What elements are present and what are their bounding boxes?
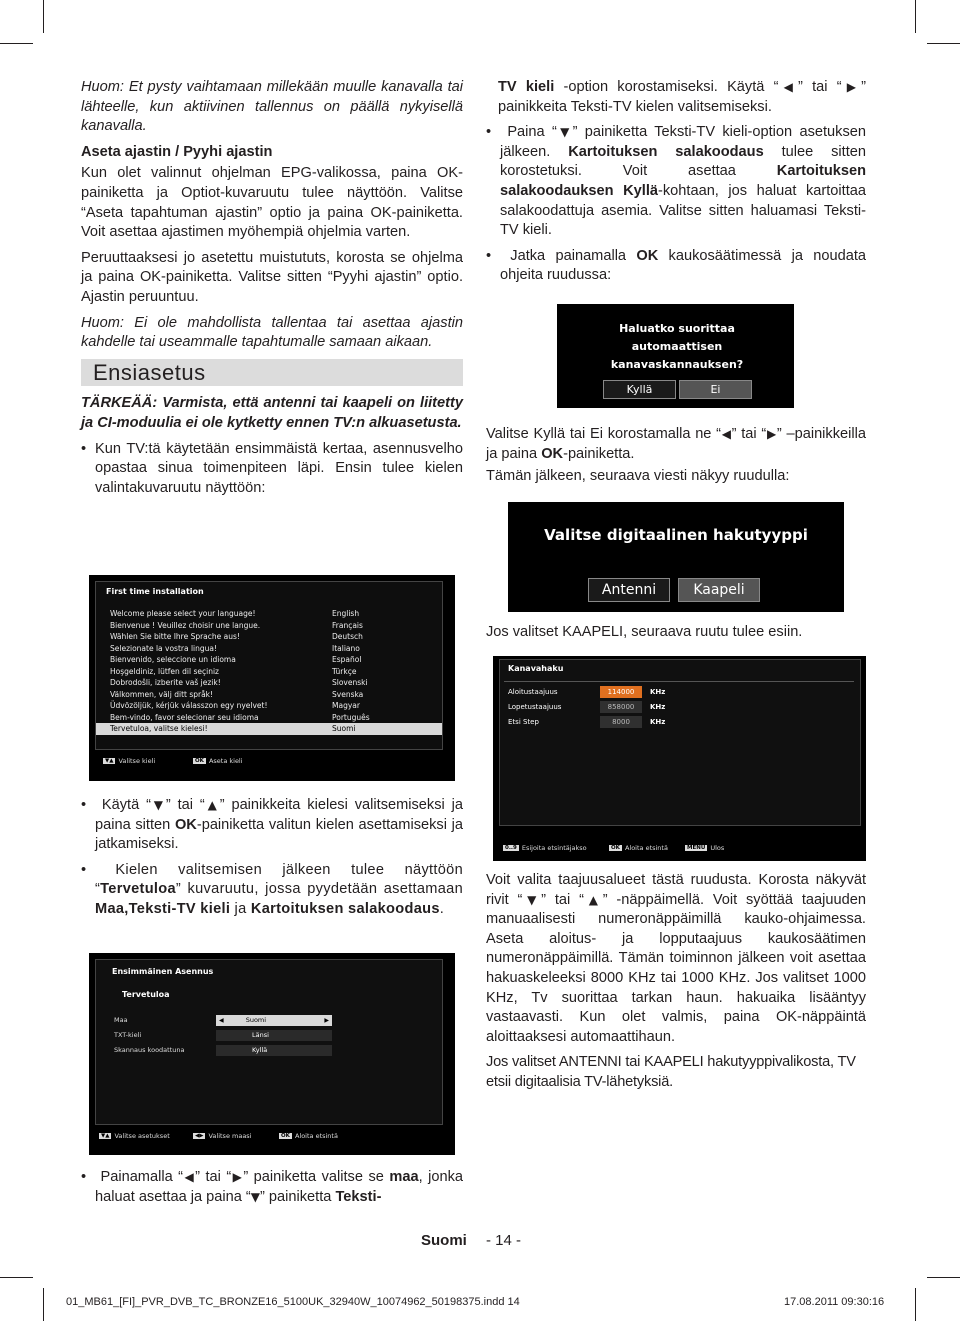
bullet-continue-ok: • Jatka painamalla OK kaukosäätimessä ja noudata ohjeita ruudussa: (486, 247, 866, 286)
language-row[interactable]: Välkommen, välj ditt språk! Svenska (110, 689, 364, 699)
dialog-question: Haluatko suorittaa automaattisen kanavaskannauksen? (610, 322, 744, 371)
screen-cable-scan (493, 656, 866, 861)
language-row-selected[interactable]: Tervetuloa, valitse kielesi! Suomi (96, 723, 442, 735)
down-arrow-icon: ▼ (150, 798, 166, 812)
yes-button[interactable]: Kyllä (603, 380, 676, 399)
cable-button[interactable]: Kaapeli (678, 578, 760, 602)
language-row[interactable]: Wählen Sie bitte Ihre Sprache aus! Deutsch (110, 632, 363, 641)
bullet-scan-encrypted: • Paina “▼” painiketta Teksti-TV kieli-option asetuksen jälkeen. Kartoituksen salakoodaus tulee sitten korostetuksi. Voit asettaa Kartoituksen salakoodauksen Kyllä-kohtaan, jos haluat kartoittaa salakoodattuja asemia. Valitse sitten haluamasi Teksti-TV kieli. (486, 123, 866, 241)
up-arrow-icon: ▲ (583, 892, 603, 907)
left-column-bottom (81, 1168, 463, 1213)
language-row[interactable]: Welcome please select your language! English (110, 609, 360, 618)
frequency-row[interactable]: Lopetustaajuus 858000 KHz (508, 703, 666, 711)
setting-label-txt: TXT-kieli (114, 1031, 142, 1039)
screen-title: Ensimmäinen Asennus (112, 967, 214, 976)
timer-heading: Aseta ajastin / Pyyhi ajastin (81, 143, 273, 160)
bullet-first-use: • Kun TV:tä käytetään ensimmäistä kertaa, asennusvelho opastaa sinua toimenpiteen läpi. Ensin tulee kielen valintakuvaruutu näyttöön: (81, 440, 463, 499)
bullet-language-keys: • Käytä “▼” tai “▲” painikkeita kielesi valitsemiseksi ja paina sitten OK-painiketta valitun kielen asettamiseksi ja jatkamiseksi. (81, 796, 463, 855)
hint-enter-range: 0..9 Esijoita etsintäjakso (505, 844, 587, 852)
greeting-list (96, 608, 442, 735)
note-recording: Huom: Et pysty vaihtamaan millekään muulle kanavalla tai lähteelle, kun aktiivinen tallennus on päällä nykyisellä kanavalla. (81, 79, 463, 135)
left-arrow-icon: ◀ (219, 1017, 224, 1024)
bullet-welcome: • Kielen valitsemisen jälkeen tulee näyttöön “Tervetuloa” kuvaruutu, jossa pyydetään asettamaan Maa,Teksti-TV kieli ja Kartoituksen salakoodaus. (81, 861, 463, 920)
screen-search-type (508, 502, 844, 612)
paragraph-next-message: Tämän jälkeen, seuraava viesti näkyy ruudulla: (486, 468, 790, 485)
number-keys-icon: 0..9 (505, 845, 517, 851)
paragraph-digital-search: Jos valitset ANTENNI tai KAAPELI hakutyyppivalikosta, TV etsii digitaalisia TV-lähetyksiä. (486, 1054, 856, 1090)
screen-subtitle: Tervetuloa (122, 990, 170, 999)
frequency-row[interactable]: Aloitustaajuus 114000 KHz (508, 688, 666, 696)
hint-set-language: OK Aseta kieli (195, 757, 243, 765)
up-down-key-icon: ▼▲ (105, 758, 114, 764)
bullet-select-country: • Painamalla “◀” tai “▶” painiketta valitse se maa, jonka haluat asettaa ja paina “▼” painiketta Teksti- (81, 1168, 463, 1207)
setting-label-country: Maa (114, 1016, 128, 1024)
left-arrow-icon: ◀ (778, 80, 799, 94)
right-column (498, 78, 866, 292)
section-title: Ensiasetus (81, 359, 463, 387)
screen-first-installation (89, 953, 455, 1155)
crop-mark (0, 1277, 33, 1278)
hint-start-search: OK Aloita etsintä (611, 844, 668, 852)
crop-mark (927, 1277, 960, 1278)
country-selector[interactable]: ◀ Suomi ▶ (216, 1015, 332, 1026)
ok-key-icon: OK (281, 1133, 290, 1139)
txt-language-selector[interactable]: Länsi (216, 1030, 332, 1041)
screen-title: First time installation (106, 587, 204, 596)
important-note: TÄRKEÄÄ: Varmista, että antenni tai kaapeli on liitetty ja CI-moduulia ei ole kytketty ennen TV:n alkuasetusta. (81, 395, 463, 431)
crop-mark (43, 1288, 44, 1321)
ok-key-icon: OK (611, 845, 620, 851)
language-row[interactable]: Bienvenido, seleccione un idioma Español (110, 655, 362, 664)
ok-key-icon: OK (195, 758, 204, 764)
right-arrow-icon: ▶ (324, 1017, 329, 1024)
print-date: 17.08.2011 09:30:16 (784, 1296, 885, 1308)
language-row[interactable]: Bem-vindo, favor selecionar seu idioma Português (110, 712, 370, 722)
screen-title: Kanavahaku (508, 664, 564, 673)
language-row[interactable]: Üdvözöljük, kérjük válasszon egy nyelvet! Magyar (110, 701, 360, 710)
screen-auto-scan-question (557, 304, 794, 408)
menu-key-icon: MENU (687, 845, 706, 851)
crop-mark (0, 43, 33, 44)
right-arrow-icon: ▶ (841, 80, 862, 94)
left-column (81, 78, 463, 504)
down-arrow-icon: ▼ (250, 1189, 261, 1204)
paragraph-frequency-range: Voit valita taajuusalueet tästä ruudusta. Korosta näkyvät rivit “▼” tai “▲” -näppäimellä. Voit syöttää taajuuden manuaalisesti numeronäppäimillä kauko-ohjaimessa. Aseta aloitus- ja lopputaajuus kaukosäätimen numeronäppäimillä. Tämän toiminnon jälkeen voit asettaa hakuaskeleeksi 8000 KHz tai 1000 KHz. Jos valitset 1000 KHz, Tv suorittaa tarkan haun. hakuaika lisääntyy vastaavasti. Kun olet valmis, paina OK-näppäintä aloittaaksesi automaattihaun. (486, 872, 866, 1045)
hint-select-settings: ▼▲ Valitse asetukset (101, 1132, 170, 1140)
up-arrow-icon: ▲ (204, 798, 220, 812)
screen-language-select (89, 575, 455, 781)
paragraph-cable-intro: Jos valitset KAAPELI, seuraava ruutu tulee esiin. (486, 624, 803, 640)
scan-encrypted-selector[interactable]: Kyllä (216, 1045, 332, 1056)
crop-mark (915, 1288, 916, 1321)
continuation-txt-language: TV kieli -option korostamiseksi. Käytä “◀” tai “▶” painikkeita Teksti-TV kielen valitsemiseksi. (498, 79, 866, 115)
hint-select-country: ◀▶ Valitse maasi (195, 1132, 252, 1140)
right-column-middle (486, 425, 866, 493)
left-arrow-icon: ◀ (183, 1170, 196, 1184)
hint-select-language: ▼▲ Valitse kieli (105, 757, 156, 765)
up-down-key-icon: ▼▲ (101, 1133, 110, 1139)
page-number: - 14 - (486, 1232, 522, 1249)
no-button[interactable]: Ei (679, 380, 752, 399)
page-language: Suomi (421, 1232, 467, 1249)
antenna-button[interactable]: Antenni (588, 578, 670, 602)
language-row[interactable]: Dobrodošli, izberite vaš jezik! Slovenski (110, 678, 368, 687)
language-row[interactable]: Selezionate la vostra lingua! Italiano (110, 643, 360, 653)
timer-paragraph-2: Peruuttaaksesi jo asetettu muistututs, korosta se ohjelma ja paina OK-painiketta. Valitse sitten “Pyyhi ajastin” optio. Ajastin peruuntuu. (81, 249, 463, 305)
language-row[interactable]: Hoşgeldiniz, lütfen dil seçiniz Türkçe (110, 666, 357, 676)
hint-exit: MENU Ulos (687, 844, 725, 852)
paragraph-select-yes-no: Valitse Kyllä tai Ei korostamalla ne “◀” tai “▶” –painikkeilla ja paina OK-painiketta. (486, 426, 866, 462)
dialog-title: Valitse digitaalinen hakutyyppi (544, 526, 808, 544)
left-right-key-icon: ◀▶ (195, 1133, 204, 1139)
right-column-bottom (486, 871, 866, 1099)
language-row[interactable]: Bienvenue ! Veuillez choisir une langue. Français (110, 620, 363, 630)
crop-mark (927, 43, 960, 44)
crop-mark (915, 0, 916, 33)
frequency-row[interactable]: Etsi Step 8000 KHz (508, 718, 666, 726)
file-slug: 01_MB61_[FI]_PVR_DVB_TC_BRONZE16_5100UK_32940W_10074962_50198375.indd 14 (66, 1296, 520, 1308)
timer-paragraph-1: Kun olet valinnut ohjelman EPG-valikossa, paina OK-painiketta ja Optiot-kuvaruutu tulee näyttöön. Valitse “Aseta tapahtuman ajastin” optio ja paina OK-painiketta. Voit asettaa ajastimen myöhempiä ohjelmia varten. (81, 165, 463, 241)
right-arrow-icon: ▶ (231, 1170, 244, 1184)
down-arrow-icon: ▼ (522, 892, 542, 907)
right-arrow-icon: ▶ (766, 427, 777, 441)
setting-label-scan: Skannaus koodattuna (114, 1046, 185, 1054)
left-arrow-icon: ◀ (721, 427, 732, 441)
crop-mark (43, 0, 44, 33)
left-column-lower (81, 796, 463, 926)
note-timers: Huom: Ei ole mahdollista tallentaa tai asettaa ajastin kahdelle tai useammalle tapahtumalle samaan aikaan. (81, 314, 463, 351)
down-arrow-icon: ▼ (556, 125, 573, 140)
hint-start-search: OK Aloita etsintä (281, 1132, 338, 1140)
